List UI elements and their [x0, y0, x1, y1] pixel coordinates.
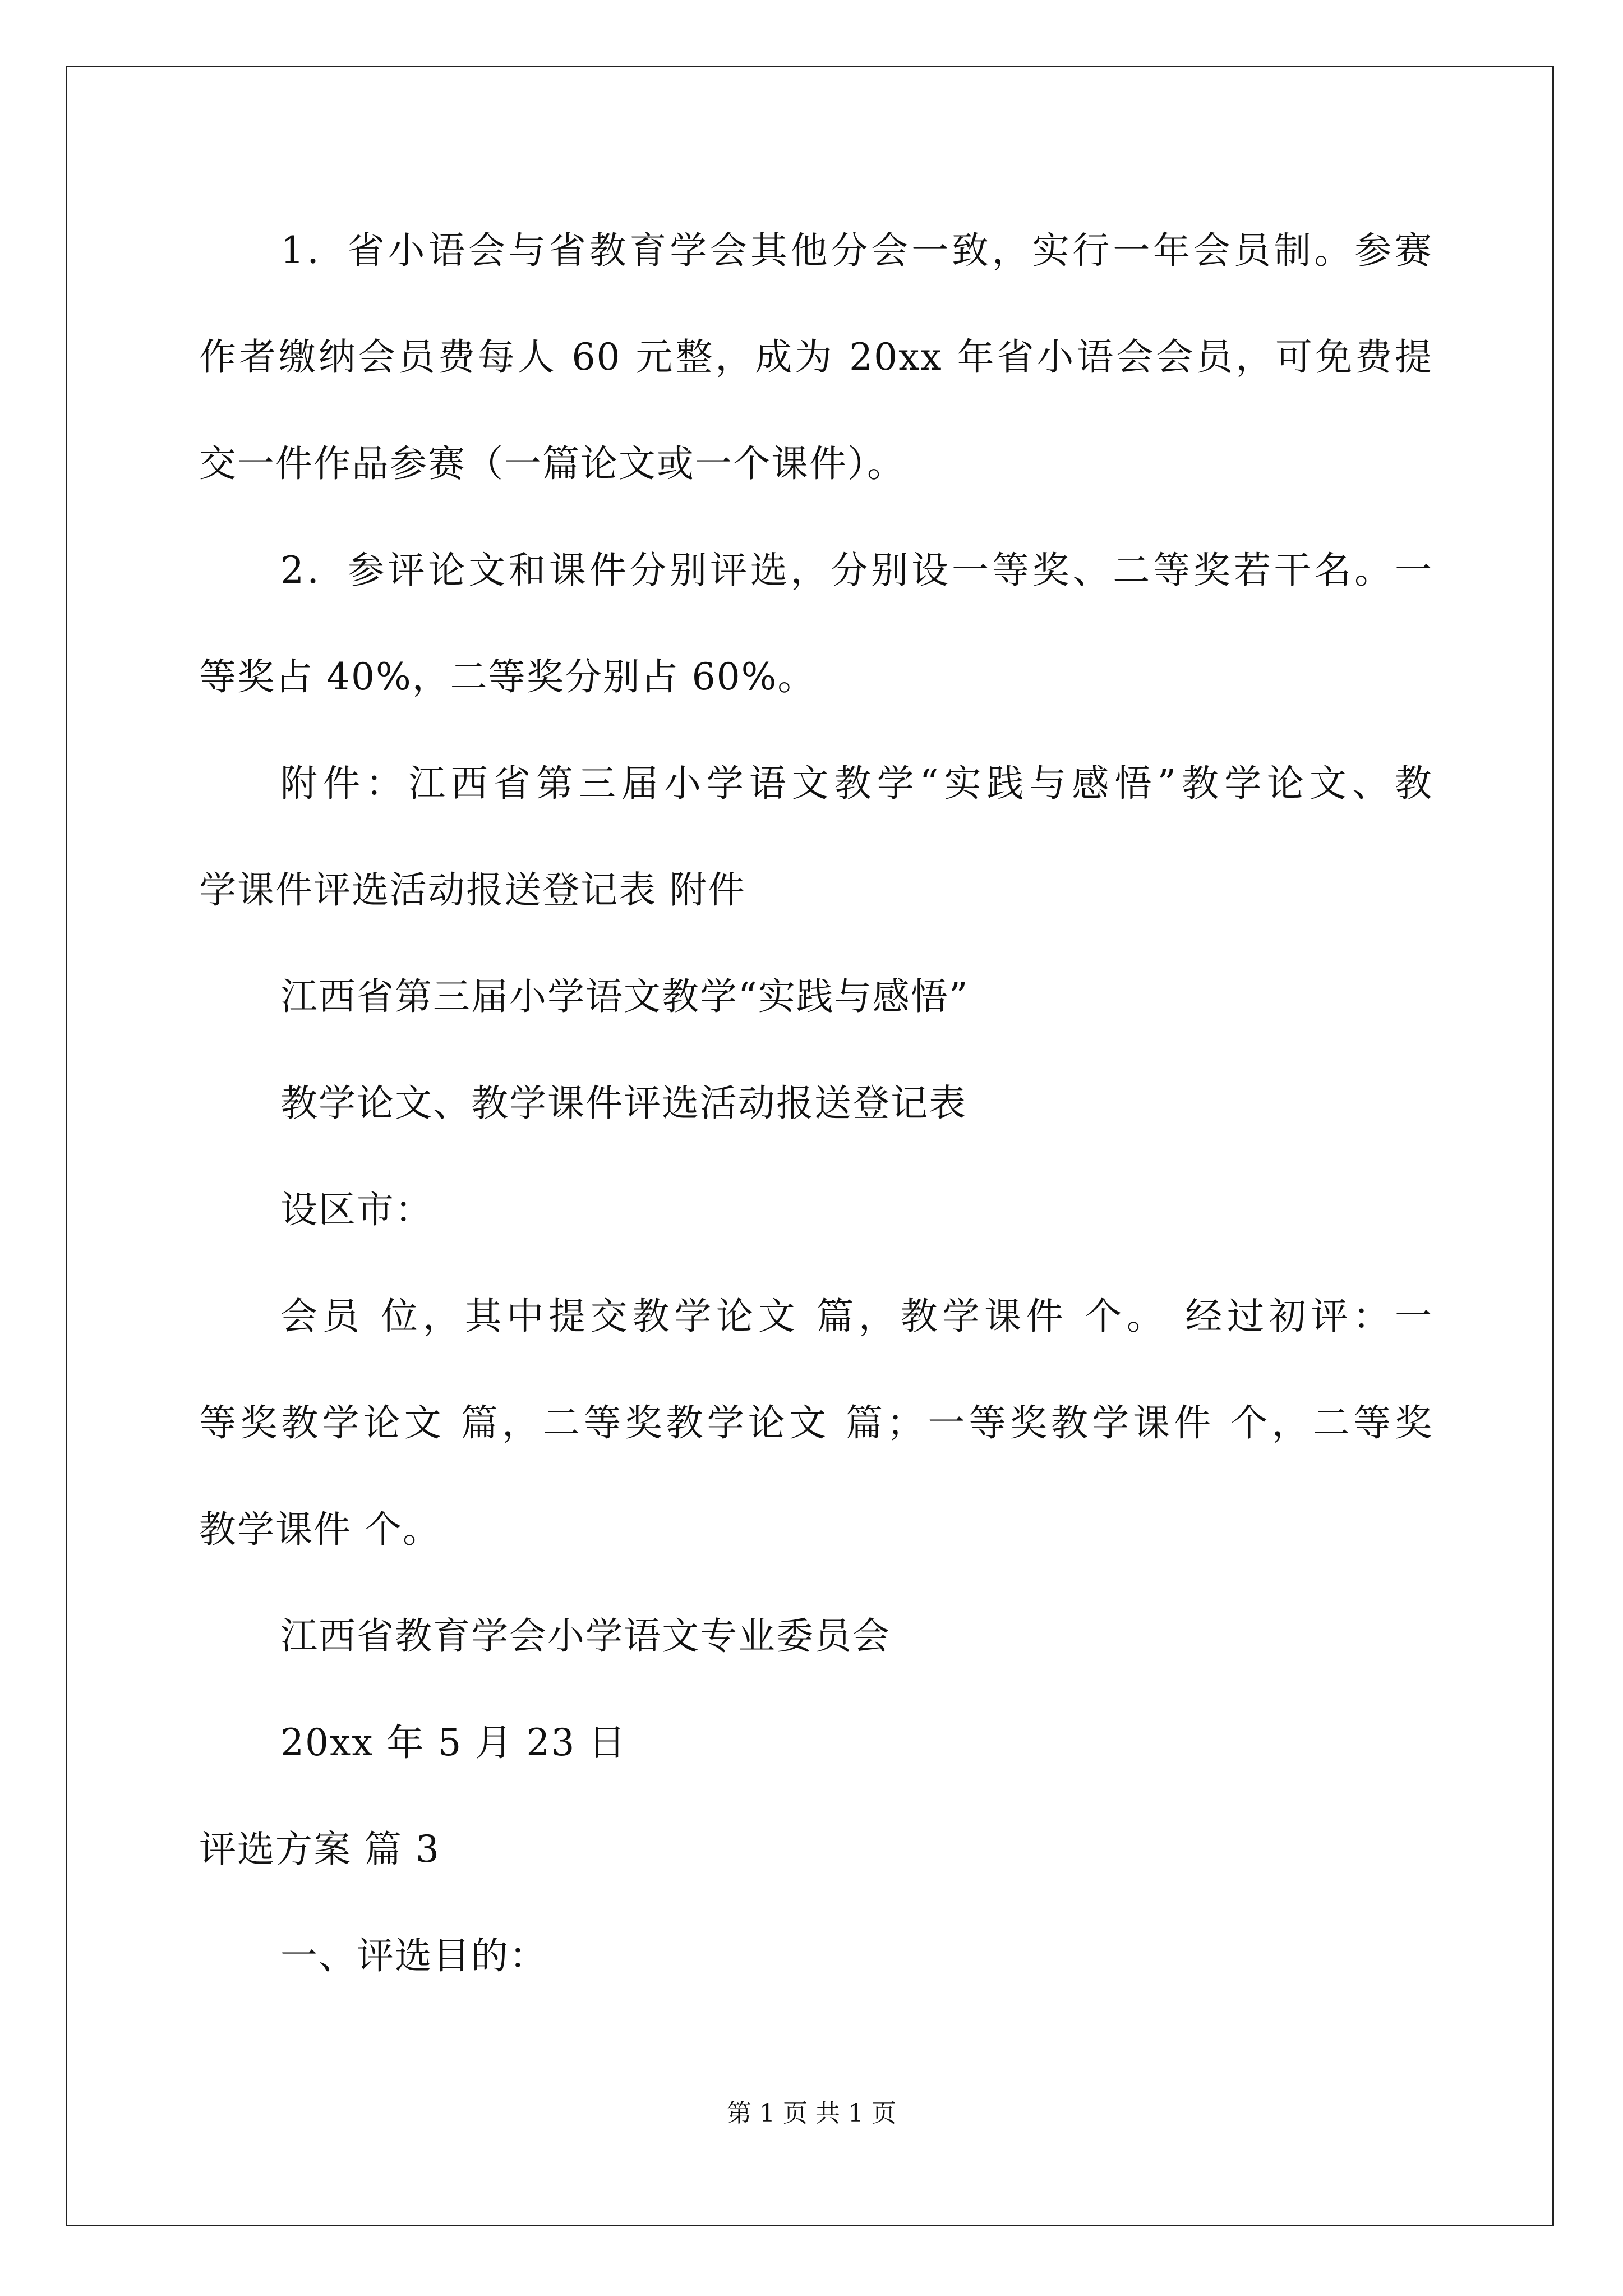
- paragraph-line: 2．参评论文和课件分别评选，分别设一等奖、二等奖若干名。一: [280, 549, 1433, 592]
- paragraph-line: 教学论文、教学课件评选活动报送登记表: [280, 1082, 967, 1125]
- paragraph-line: 教学课件 个。: [199, 1508, 441, 1551]
- paragraph-line: 等奖占 40%，二等奖分别占 60%。: [199, 655, 816, 698]
- paragraph-line: 交一件作品参赛（一篇论文或一个课件）。: [199, 442, 905, 485]
- paragraph-line: 江西省第三届小学语文教学“实践与感悟”: [280, 975, 969, 1018]
- page-footer: 第 1 页 共 1 页: [727, 2099, 896, 2128]
- paragraph-line: 江西省教育学会小学语文专业委员会: [280, 1614, 891, 1658]
- paragraph-line: 20xx 年 5 月 23 日: [280, 1721, 627, 1764]
- paragraph-line: 会员 位，其中提交教学论文 篇，教学课件 个。 经过初评：一: [280, 1295, 1433, 1338]
- paragraph-line: 学课件评选活动报送登记表 附件: [199, 868, 746, 912]
- paragraph-line: 1．省小语会与省教育学会其他分会一致，实行一年会员制。参赛: [280, 229, 1433, 272]
- section-heading: 评选方案 篇 3: [199, 1828, 440, 1871]
- paragraph-line: 作者缴纳会员费每人 60 元整，成为 20xx 年省小语会会员，可免费提: [199, 335, 1433, 379]
- paragraph-line: 附件：江西省第三届小学语文教学“实践与感悟”教学论文、教: [280, 762, 1433, 805]
- paragraph-line: 设区市：: [280, 1188, 433, 1231]
- page-border: [66, 66, 1554, 2226]
- paragraph-line: 等奖教学论文 篇，二等奖教学论文 篇；一等奖教学课件 个，二等奖: [199, 1401, 1433, 1444]
- paragraph-line: 一、评选目的：: [280, 1934, 547, 1977]
